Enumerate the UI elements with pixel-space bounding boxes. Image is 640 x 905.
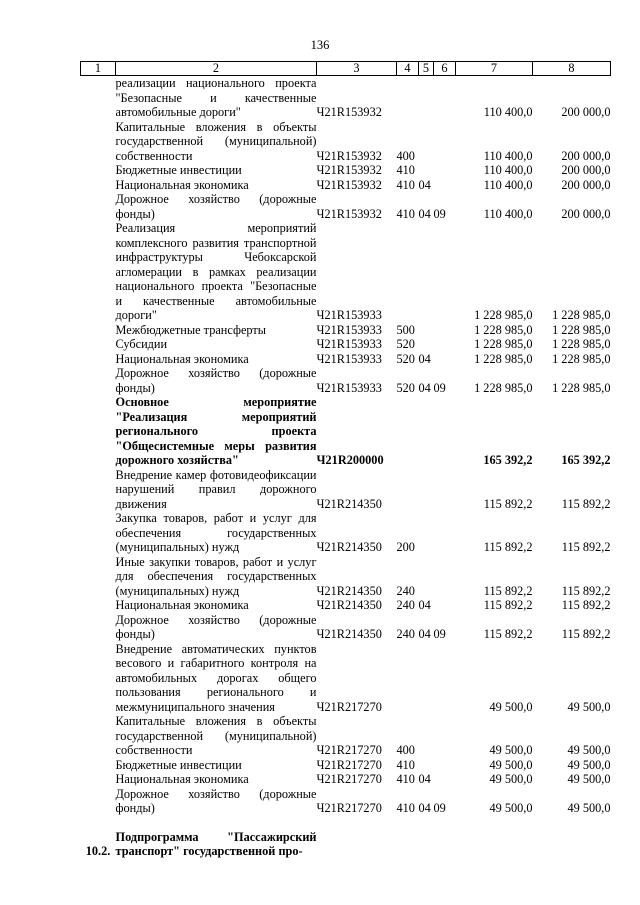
amount-year-1: 115 892,2 xyxy=(483,496,533,511)
section-code xyxy=(419,468,434,512)
section-code: 04 xyxy=(418,177,431,192)
item-number xyxy=(81,76,116,120)
table-row xyxy=(81,787,611,816)
expense-type-code: 400 xyxy=(396,743,415,757)
item-description: Бюджетные инвестиции xyxy=(115,163,242,177)
expense-type-code: 410 xyxy=(396,163,415,177)
expense-type-code: 400 xyxy=(396,148,415,163)
amount-year-1: 49 500,0 xyxy=(489,699,533,714)
expense-type-code: 240 xyxy=(396,627,415,641)
amount-year-1: 115 892,2 xyxy=(483,598,533,612)
item-description: Подпрограмма "Пассажирский транспорт" государственной про- xyxy=(115,829,317,858)
section-code: 04 xyxy=(418,598,431,612)
item-number xyxy=(81,395,116,468)
subsection-code: 09 xyxy=(433,380,446,395)
item-number xyxy=(81,468,116,512)
expense-type-code: 500 xyxy=(396,322,415,337)
table-row xyxy=(81,76,611,120)
item-description: Капитальные вложения в объекты государственной (муниципальной) собственности xyxy=(115,119,317,163)
item-description: Национальная экономика xyxy=(115,598,249,612)
amount-year-2: 49 500,0 xyxy=(567,757,611,772)
column-header: 2 xyxy=(116,62,317,76)
table-row xyxy=(81,352,611,367)
subsection-code xyxy=(434,352,456,367)
item-number xyxy=(81,352,116,367)
target-article-code: Ч21R153932 xyxy=(316,148,382,163)
table-body xyxy=(81,76,611,859)
expense-type-code: 520 xyxy=(396,351,415,366)
amount-year-2: 1 228 985,0 xyxy=(552,380,611,395)
target-article-code: Ч21R153933 xyxy=(316,337,382,351)
item-number xyxy=(81,598,116,613)
item-description: Бюджетные инвестиции xyxy=(115,757,242,772)
table-row xyxy=(81,830,611,859)
amount-year-2: 49 500,0 xyxy=(567,772,611,786)
target-article-code: Ч21R217270 xyxy=(316,772,382,786)
item-description: Иные закупки товаров, работ и услуг для обеспечения государственных (муниципальных) нужд xyxy=(115,554,317,598)
subsection-code xyxy=(434,830,456,859)
item-number: 10.2. xyxy=(85,844,111,858)
amount-year-2 xyxy=(533,830,611,859)
amount-year-2: 200 000,0 xyxy=(561,177,611,192)
section-code: 04 xyxy=(418,351,431,366)
amount-year-2: 200 000,0 xyxy=(561,148,611,163)
table-row xyxy=(81,758,611,773)
column-header: 8 xyxy=(533,62,611,76)
target-article-code: Ч21R214350 xyxy=(316,598,382,612)
amount-year-1: 49 500,0 xyxy=(489,772,533,786)
target-article-code: Ч21R217270 xyxy=(316,757,382,772)
table-row xyxy=(81,120,611,164)
item-description: Реализация мероприятий комплексного развития транспортной инфраструктуры Чебоксарской агломерации в рамках реализации национального проекта "Безопасные и качественные автомобильные дороги" xyxy=(115,221,317,322)
section-code xyxy=(419,395,434,468)
target-article-code: Ч21R200000 xyxy=(316,453,384,467)
amount-year-2: 49 500,0 xyxy=(567,743,611,757)
expense-type-code: 520 xyxy=(396,380,415,395)
item-number xyxy=(81,555,116,599)
subsection-code xyxy=(434,337,456,352)
amount-year-2: 200 000,0 xyxy=(561,163,611,177)
expense-type-code xyxy=(397,76,419,120)
section-code xyxy=(419,758,434,773)
item-number xyxy=(81,221,116,323)
amount-year-1: 49 500,0 xyxy=(489,743,533,757)
subsection-code xyxy=(434,555,456,599)
item-description: Дорожное хозяйство (дорожные фонды) xyxy=(115,366,317,395)
table-header xyxy=(81,62,611,76)
column-header: 1 xyxy=(81,62,116,76)
target-article-code: Ч21R214350 xyxy=(316,583,382,598)
expense-type-code xyxy=(397,468,419,512)
section-code: 04 xyxy=(418,206,431,221)
table-row xyxy=(81,468,611,512)
item-description: Субсидии xyxy=(115,337,168,351)
expense-type-code: 410 xyxy=(396,757,415,772)
subsection-code xyxy=(434,395,456,468)
table-row xyxy=(81,395,611,468)
amount-year-1: 110 400,0 xyxy=(483,177,533,192)
target-article-code: Ч21R153932 xyxy=(316,105,382,119)
target-article-code: Ч21R217270 xyxy=(316,801,382,815)
amount-year-1: 49 500,0 xyxy=(489,757,533,772)
item-description: Национальная экономика xyxy=(115,177,249,192)
item-description: Капитальные вложения в объекты государственной (муниципальной) собственности xyxy=(115,714,317,757)
column-header: 4 xyxy=(397,62,419,76)
item-description: Дорожное хозяйство (дорожные фонды) xyxy=(115,612,317,641)
item-number xyxy=(81,337,116,352)
subsection-code: 09 xyxy=(433,801,446,815)
item-number xyxy=(81,323,116,338)
amount-year-2: 200 000,0 xyxy=(561,105,611,119)
target-article-code xyxy=(317,830,397,859)
table-row xyxy=(81,163,611,178)
subsection-code xyxy=(434,642,456,715)
item-description: Внедрение камер фотовидеофиксации нарушений правил дорожного движения xyxy=(115,467,317,511)
subsection-code xyxy=(434,758,456,773)
budget-table xyxy=(80,61,611,859)
table-row xyxy=(81,323,611,338)
target-article-code: Ч21R214350 xyxy=(316,627,382,641)
item-number xyxy=(81,366,116,395)
column-number-row xyxy=(81,62,611,76)
target-article-code: Ч21R214350 xyxy=(316,496,382,511)
column-header: 5 xyxy=(419,62,434,76)
subsection-code: 09 xyxy=(433,206,446,221)
table-row xyxy=(81,772,611,787)
amount-year-2: 1 228 985,0 xyxy=(552,322,611,337)
amount-year-1: 1 228 985,0 xyxy=(474,322,533,337)
subsection-code: 09 xyxy=(433,627,446,641)
item-description: Межбюджетные трансферты xyxy=(115,322,267,337)
amount-year-2: 49 500,0 xyxy=(567,699,611,714)
amount-year-2: 115 892,2 xyxy=(561,583,611,598)
subsection-code xyxy=(434,511,456,555)
expense-type-code: 240 xyxy=(396,583,415,598)
amount-year-1: 110 400,0 xyxy=(483,105,533,119)
amount-year-1: 110 400,0 xyxy=(483,206,533,221)
target-article-code: Ч21R153932 xyxy=(316,163,382,177)
section-code xyxy=(419,337,434,352)
amount-year-2: 49 500,0 xyxy=(567,801,611,815)
item-number xyxy=(81,120,116,164)
target-article-code: Ч21R153932 xyxy=(316,177,382,192)
item-number xyxy=(81,772,116,787)
table-row xyxy=(81,366,611,395)
item-description: реализации национального проекта "Безопасные и качественные автомобильные дороги" xyxy=(115,76,317,119)
table-row xyxy=(81,598,611,613)
table-row xyxy=(81,613,611,642)
section-code xyxy=(419,555,434,599)
section-code xyxy=(419,714,434,758)
column-header: 3 xyxy=(317,62,397,76)
table-row xyxy=(81,337,611,352)
amount-year-1: 1 228 985,0 xyxy=(474,337,533,351)
subsection-code xyxy=(434,598,456,613)
subsection-code xyxy=(434,76,456,120)
subsection-code xyxy=(434,120,456,164)
target-article-code: Ч21R217270 xyxy=(316,699,382,714)
amount-year-1: 165 392,2 xyxy=(483,453,533,467)
expense-type-code xyxy=(397,395,419,468)
expense-type-code: 200 xyxy=(396,540,415,554)
item-number xyxy=(81,163,116,178)
amount-year-2: 1 228 985,0 xyxy=(552,337,611,351)
subsection-code xyxy=(434,714,456,758)
item-number xyxy=(81,511,116,555)
amount-year-1 xyxy=(456,830,533,859)
section-code xyxy=(419,642,434,715)
section-code xyxy=(419,830,434,859)
target-article-code: Ч21R153933 xyxy=(316,322,382,337)
amount-year-1: 115 892,2 xyxy=(483,540,533,554)
item-number xyxy=(81,192,116,221)
amount-year-1: 1 228 985,0 xyxy=(474,380,533,395)
section-code xyxy=(419,511,434,555)
table-row xyxy=(81,178,611,193)
expense-type-code: 410 xyxy=(396,772,415,786)
amount-year-2: 115 892,2 xyxy=(561,627,611,641)
section-code xyxy=(419,323,434,338)
amount-year-2: 115 892,2 xyxy=(561,598,611,612)
amount-year-1: 1 228 985,0 xyxy=(474,351,533,366)
amount-year-1: 115 892,2 xyxy=(483,627,533,641)
section-code xyxy=(419,120,434,164)
subsection-code xyxy=(434,772,456,787)
target-article-code: Ч21R153933 xyxy=(316,351,382,366)
amount-year-2: 115 892,2 xyxy=(561,496,611,511)
subsection-code xyxy=(434,323,456,338)
section-code: 04 xyxy=(418,627,431,641)
target-article-code: Ч21R153933 xyxy=(316,308,382,322)
expense-type-code xyxy=(397,830,419,859)
expense-type-code: 410 xyxy=(396,177,415,192)
table-row xyxy=(81,555,611,599)
expense-type-code: 410 xyxy=(396,206,415,221)
item-description: Дорожное хозяйство (дорожные фонды) xyxy=(115,192,317,221)
section-code: 04 xyxy=(418,772,431,786)
item-number xyxy=(81,613,116,642)
expense-type-code: 520 xyxy=(396,337,415,351)
amount-year-2: 1 228 985,0 xyxy=(552,308,611,322)
item-description: Дорожное хозяйство (дорожные фонды) xyxy=(115,786,317,815)
amount-year-1: 110 400,0 xyxy=(483,163,533,177)
section-code xyxy=(419,221,434,323)
expense-type-code xyxy=(397,221,419,323)
item-description: Закупка товаров, работ и услуг для обеспечения государственных (муниципальных) нужд xyxy=(115,511,317,554)
section-code: 04 xyxy=(418,801,431,815)
target-article-code: Ч21R217270 xyxy=(316,743,382,757)
item-number xyxy=(81,787,116,816)
subsection-code xyxy=(434,221,456,323)
target-article-code: Ч21R214350 xyxy=(316,540,382,554)
table-row xyxy=(81,642,611,715)
section-code: 04 xyxy=(418,380,431,395)
expense-type-code: 410 xyxy=(396,801,415,815)
item-description: Основное мероприятие "Реализация мероприятий регионального проекта "Общесистемные меры развития дорожного хозяйства" xyxy=(115,395,317,467)
item-number xyxy=(81,714,116,758)
section-code xyxy=(419,76,434,120)
amount-year-1: 1 228 985,0 xyxy=(474,308,533,322)
amount-year-2: 115 892,2 xyxy=(561,540,611,554)
subsection-code xyxy=(434,163,456,178)
column-header: 6 xyxy=(434,62,456,76)
subsection-code xyxy=(434,468,456,512)
table-row xyxy=(81,192,611,221)
amount-year-2: 200 000,0 xyxy=(561,206,611,221)
item-description: Национальная экономика xyxy=(115,772,249,786)
subsection-code xyxy=(434,178,456,193)
item-number xyxy=(81,642,116,715)
expense-type-code: 240 xyxy=(396,598,415,612)
item-description: Национальная экономика xyxy=(115,351,249,366)
expense-type-code xyxy=(397,642,419,715)
spacer-cell xyxy=(81,816,611,830)
table-row xyxy=(81,511,611,555)
item-number xyxy=(81,758,116,773)
table-row xyxy=(81,714,611,758)
target-article-code: Ч21R153933 xyxy=(316,380,382,395)
item-description: Внедрение автоматических пунктов весового и габаритного контроля на автомобильных дорогах общего пользования регионального и межмуниципального значения xyxy=(115,641,317,714)
table-row xyxy=(81,221,611,323)
spacer-row xyxy=(81,816,611,830)
target-article-code: Ч21R153932 xyxy=(316,206,382,221)
amount-year-2: 165 392,2 xyxy=(561,453,611,467)
column-header: 7 xyxy=(456,62,533,76)
amount-year-1: 110 400,0 xyxy=(483,148,533,163)
amount-year-2: 1 228 985,0 xyxy=(552,351,611,366)
amount-year-1: 115 892,2 xyxy=(483,583,533,598)
section-code xyxy=(419,163,434,178)
item-number xyxy=(81,178,116,193)
amount-year-1: 49 500,0 xyxy=(489,801,533,815)
page-number: 136 xyxy=(310,38,330,52)
